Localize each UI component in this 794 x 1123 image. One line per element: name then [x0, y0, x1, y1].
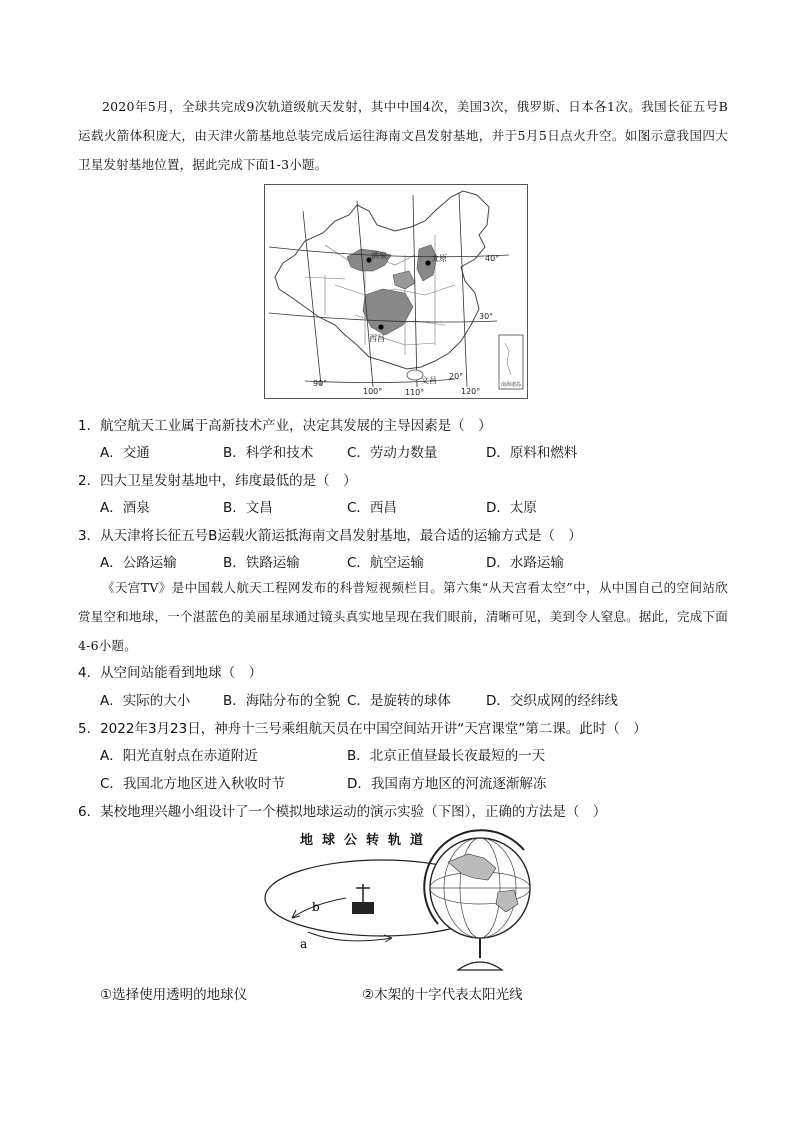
question-1-option-b: B．科学和技术	[223, 445, 314, 461]
question-4-option-d: D．交织成网的经纬线	[486, 693, 618, 709]
question-2-stem: 2．四大卫星发射基地中，纬度最低的是（ ）	[78, 473, 357, 489]
intro-paragraph-1: 2020年5月，全球共完成9次轨道级航天发射，其中中国4次，美国3次，俄罗斯、日本各1次。我国长征五号B运载火箭体积庞大，由天津火箭基地总装完成后运往海南文昌发射基地，并于5月5日点火升空。如图示意我国四大卫星发射基地位置，据此完成下面1-3小题。	[78, 99, 728, 172]
question-2-option-a: A．酒泉	[100, 500, 150, 516]
question-2-option-c: C．西昌	[347, 500, 397, 516]
arrow-b-label: b	[312, 900, 320, 914]
question-4-option-c: C．是旋转的球体	[347, 693, 451, 709]
lon-120-label: 120°	[461, 387, 481, 396]
question-4-option-b: B．海陆分布的全貌	[223, 693, 341, 709]
question-1-option-d: D．原料和燃料	[486, 445, 578, 461]
question-1-option-a: A．交通	[100, 445, 150, 461]
question-3-stem: 3．从天津将长征五号B运载火箭运抵海南文昌发射基地，最合适的运输方式是（ ）	[78, 528, 582, 544]
jiuquan-label: 酒泉	[371, 251, 387, 260]
wenchang-label: 文昌	[421, 376, 437, 385]
orbit-graphic	[262, 828, 532, 976]
question-6-stem: 6．某校地理兴趣小组设计了一个模拟地球运动的演示实验（下图），正确的方法是（ ）	[78, 804, 607, 820]
question-1-stem: 1．航空航天工业属于高新技术产业，决定其发展的主导因素是（ ）	[78, 418, 492, 434]
lat-30-label: 30°	[479, 312, 494, 321]
question-3-option-b: B．铁路运输	[223, 555, 300, 571]
question-1-option-c: C．劳动力数量	[347, 445, 438, 461]
arrow-a-label: a	[300, 937, 308, 951]
orbit-figure-title: 地球公转轨道	[300, 833, 433, 848]
question-3-option-a: A．公路运输	[100, 555, 177, 571]
question-2-option-b: B．文昌	[223, 500, 273, 516]
question-3-option-c: C．航空运输	[347, 555, 424, 571]
caption-1: ①选择使用透明的地球仪	[100, 987, 248, 1003]
question-2-option-d: D．太原	[486, 500, 537, 516]
lat-40-label: 40°	[485, 254, 500, 263]
question-5-option-d: D．我国南方地区的河流逐渐解冻	[347, 776, 547, 792]
caption-2: ②木架的十字代表太阳光线	[362, 987, 523, 1003]
intro-paragraph-2: 《天宫TV》是中国载人航天工程网发布的科普短视频栏目。第六集“从天宫看太空”中，从中国自己的空间站欣赏星空和地球，一个湛蓝色的美丽星球通过镜头真实地呈现在我们眼前，清晰可见，美到令人窒息。据此，完成下面4-6小题。	[78, 580, 728, 653]
orbit-experiment-figure	[262, 828, 532, 976]
taiyuan-site-dot	[425, 260, 430, 265]
inset-label: 南海诸岛	[501, 382, 522, 388]
lon-110-label: 110°	[405, 388, 425, 397]
lon-100-label: 100°	[363, 387, 383, 396]
question-5-option-c: C．我国北方地区进入秋收时节	[100, 776, 285, 792]
lat-20-label: 20°	[449, 372, 464, 381]
question-5-option-a: A．阳光直射点在赤道附近	[100, 748, 258, 764]
xichang-site-dot	[378, 324, 383, 329]
map-graphic	[265, 185, 527, 398]
question-5-option-b: B．北京正值昼最长夜最短的一天	[347, 748, 546, 764]
lon-90-label: 90°	[313, 379, 328, 388]
question-5-stem: 5．2022年3月23日，神舟十三号乘组航天员在中国空间站开讲“天宫课堂”第二课。此时（ ）	[78, 721, 647, 737]
xichang-label: 西昌	[369, 334, 385, 343]
question-3-option-d: D．水路运输	[486, 555, 564, 571]
china-launch-sites-map	[264, 184, 528, 399]
question-4-option-a: A．实际的大小	[100, 693, 191, 709]
question-4-stem: 4．从空间站能看到地球（ ）	[78, 665, 263, 681]
taiyuan-label: 太原	[431, 254, 447, 263]
